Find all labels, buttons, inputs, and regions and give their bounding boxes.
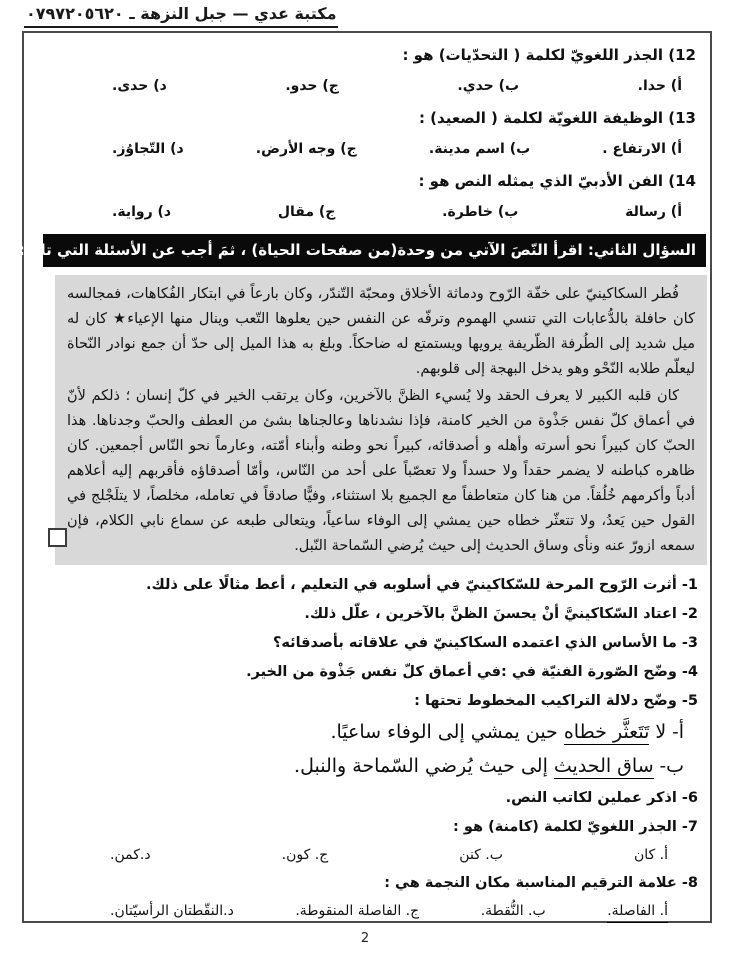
option-12-a: أ) حدا. <box>637 78 682 94</box>
option-13-a: أ) الارتفاع . <box>602 141 682 157</box>
passage-paragraph-2: كان قلبه الكبير لا يعرف الحقد ولا يُسيء الظنَّ بالآخرين، وكان يرتقب الخير في كلّ إنسان ؛ ذلكم لأنّ في أعماق كلّ نفس جَذْوة من الخير كامنة، فإذا نشدناها وعالجناها بشئ من العطف والحبّ وجدناها. هذا الحبّ كان كبيراً نحو أسرته وأهله و أصدقائه، كبيراً نحو وطنه وأبناء أمّته، وعارماً نحو النّاس أجمعين. كان ظاهره كباطنه لا يضمر حقداً ولا حسداً ولا تعصّباً على أحد من النّاس، وأمّا أصدقاؤه فأقربهم إليه أعلاهم أدباً وأكرمهم خُلُقاً. من هنا كان متعاطفاً مع الجميع بلا استثناء، وفيًّا صادقاً في تعامله، مخلصاً، لا يتلَجْلج في القول حين يَعدُ، ولا تتعثّر خطاه حين يمشي إلى الوفاء ساعياً، ويتعالى طبعه عن سماع نابي الكلام، فإن سمعه ازورّ عنه ونأى وساق الحديث إلى حيث يُرضي السّماحة النّبل. <box>67 388 695 554</box>
content-frame <box>18 31 712 946</box>
page-number: 2 <box>360 931 370 946</box>
question-14-options <box>24 203 710 222</box>
question-12: 12) الجذر اللغويّ لكلمة ( التحدّيات) هو : <box>402 46 696 64</box>
question-5b-post: إلى حيث يُرضي السّماحة والنبل. <box>294 755 554 777</box>
option-7-a: أ. كان <box>633 847 668 863</box>
question-1: 1- أثرت الرّوح المرحة للسّكاكينيّ في أسلوبه في التعليم ، أعط مثالًا على ذلك. <box>146 577 698 593</box>
section-two-title-bar: السؤال الثاني: اقرأ النّصَ الآتي من وحدة(من صفحات الحياة) ، ثمَ أجب عن الأسئلة التي تليه: <box>43 234 706 267</box>
option-14-c: ج) مقال <box>277 204 336 220</box>
option-8-d: د.النقّطتان الرأسيّتان. <box>110 903 234 919</box>
question-13-options <box>24 140 710 159</box>
option-14-b: ب) خاطرة. <box>442 204 519 220</box>
question-5: 5- وضّح دلالة التراكيب المخطوط تحتها : <box>414 693 698 709</box>
question-4: 4- وضّح الصّورة الفنيّة في :في أعماق كلّ نفس جَذْوة من الخير. <box>246 664 698 680</box>
option-7-d: د.كمن. <box>110 847 151 863</box>
option-12-c: ج) حدو. <box>285 78 339 94</box>
question-3: 3- ما الأساس الذي اعتمده السكاكينيّ في علاقاته بأصدقائه؟ <box>272 635 698 651</box>
option-13-d: د) التّجاوُز. <box>112 141 184 157</box>
question-5a-post: حين يمشي إلى الوفاء ساعيًا. <box>330 721 564 743</box>
option-8-a-underlined-answer: أ. الفاصلة. <box>607 902 668 923</box>
question-5b <box>32 754 684 778</box>
question-5a <box>32 720 684 744</box>
option-7-c: ج. كون. <box>281 847 329 863</box>
question-5b-pre: ب- <box>653 755 684 777</box>
question-5b-underlined-phrase: ساق الحديث <box>553 755 654 777</box>
option-14-a: أ) رسالة <box>625 204 682 220</box>
option-7-b: ب. كنن <box>459 847 503 863</box>
question-7: 7- الجذر اللغويّ لكلمة (كامنة) هو : <box>453 819 698 835</box>
option-12-d: د) حدى. <box>112 78 167 94</box>
question-8-options <box>32 902 698 923</box>
option-8-b: ب. النُّقطة. <box>480 903 546 919</box>
question-6: 6- اذكر عملين لكاتب النص. <box>505 790 698 806</box>
question-5a-underlined-phrase: تَتَعثَّر خطاه <box>563 721 650 743</box>
option-8-c: ج. الفاصلة المنقوطة. <box>295 903 420 919</box>
question-7-options <box>32 846 698 865</box>
library-header <box>24 4 338 28</box>
question-2: 2- اعتاد السّكاكينيَّ أنْ يحسنَ الظنَّ بالآخرين ، علّل ذلك. <box>304 606 698 622</box>
library-header-text: مكتبة عدي — جبل النزهة ـ ٠٧٩٧٢٠٥٦٢٠ <box>24 4 338 28</box>
option-13-c: ج) وجه الأرض. <box>255 141 357 157</box>
option-13-b: ب) اسم مدينة. <box>428 141 531 157</box>
option-14-d: د) رواية. <box>112 204 172 220</box>
empty-square-mark <box>48 528 67 547</box>
passage-paragraph-1: فُطر السكاكينيّ على خفّة الرّوح ودماثة الأخلاق ومحبّة التّندّر، وكان بارعاً في ابتكار الفُكاهات، فمجالسه كان حافلة بالدُّعابات التي تنسي الهموم وترفّه عن النفس حين يعلوها التّعب وينال منها الإعياء★ كان له ميل شديد إلى الطُرفة الظّريفة يرويها ويستمتع له ضاحكاً. وبلغ به هذا الميل إلى حدّ أن جمع نوادر النّحاة ليعلّم طلابه النّحْو وهو يدخل البهجة إلى قلوبهم. <box>67 286 695 377</box>
option-12-b: ب) حدي. <box>457 78 520 94</box>
comprehension-questions <box>24 565 710 946</box>
question-13: 13) الوظيفة اللغويّة لكلمة ( الصعيد) : <box>418 109 696 127</box>
question-5a-pre: أ- لا <box>649 721 684 743</box>
question-14: 14) الفن الأدبيّ الذي يمثله النص هو : <box>418 172 696 190</box>
question-8: 8- علامة الترقيم المناسبة مكان النجمة هي : <box>384 875 698 891</box>
question-12-options <box>24 77 710 96</box>
reading-passage <box>55 275 707 565</box>
